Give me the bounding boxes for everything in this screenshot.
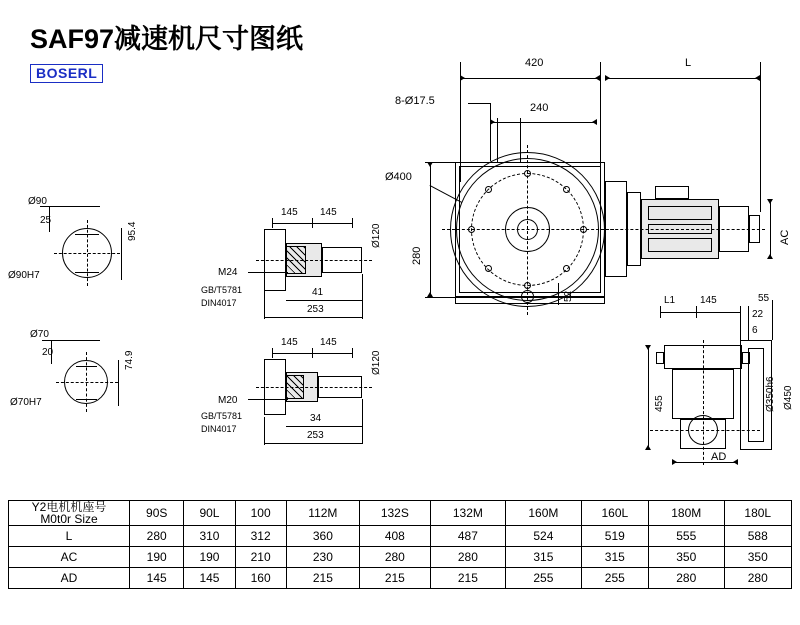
dim-22: 22 [752,309,764,320]
dim-d400: Ø400 [385,171,412,183]
cell-L-9: 588 [724,526,792,547]
m24-dim-line-b [312,223,352,224]
dim-280-line [430,162,431,297]
size-cell-2: 100 [235,501,286,526]
dim-455-arrow-bot [645,445,651,450]
dim-L-line [605,78,760,79]
dim-253a-ext-l [264,291,265,319]
dimension-table [8,500,792,589]
size-cell-7: 160L [581,501,648,526]
cell-L-7: 519 [581,526,648,547]
side-tick-5 [772,300,773,340]
label-m24: M24 [218,267,238,278]
label-gb-2: GB/T5781 [201,411,243,421]
size-cell-3: 112M [286,501,359,526]
dim-41-line [286,300,362,301]
dim-145-c: 145 [281,337,298,348]
label-din-2: DIN4017 [201,424,237,434]
dim-AC-line [770,199,771,259]
dim-145-d: 145 [320,337,337,348]
m20-tick-a [272,348,273,358]
dim-d450: Ø450 [783,385,794,410]
table-header-row [9,501,792,526]
cell-AD-4: 215 [360,568,431,589]
m20-center-line [256,387,372,388]
dim-253a-ext-r [362,274,363,319]
m24-tick-b [312,218,313,228]
dim-41: 41 [312,287,324,298]
dim-d350: Ø350h6 [765,376,776,412]
m20-tick-c [352,348,353,358]
dim-280-v: 280 [411,246,423,265]
dim-455-line [648,345,649,450]
cell-AC-7: 315 [581,547,648,568]
size-cell-9: 180L [724,501,792,526]
center-line-v-70 [86,352,87,412]
size-cell-1: 90L [184,501,235,526]
dim-d90: Ø90 [28,196,47,207]
dim-AC-arrow-bot [767,254,773,259]
dim-d120-b: Ø120 [371,350,382,375]
cell-AD-2: 160 [235,568,286,589]
dim-d70: Ø70 [30,329,49,340]
cell-AC-1: 190 [184,547,235,568]
dim-253-a: 253 [307,304,324,315]
label-gb-1: GB/T5781 [201,285,243,295]
motor-fin-3 [648,238,712,252]
ext-line-70-b [51,340,52,364]
bolt-hole-3 [580,226,587,233]
cell-AD-8: 280 [649,568,724,589]
side-tick-2 [696,306,697,318]
dim-d90h7: Ø90H7 [8,270,40,281]
dim-420: 420 [525,57,544,69]
m24-leader [248,272,288,273]
size-cell-8: 180M [649,501,724,526]
ext-line-90-c [121,228,122,280]
dim-L1-line [660,312,696,313]
m20-dim-line-b [312,353,352,354]
cell-AD-6: 255 [506,568,581,589]
m24-center-line [256,260,372,261]
dim-240-arrow-right [592,119,597,125]
dim-280-ext-bot [425,297,459,298]
dim-240-arrow-left [490,119,495,125]
dim-52: 52 [563,290,574,302]
dim-420-ext-r [600,62,601,172]
cell-AC-2: 210 [235,547,286,568]
label-m20: M20 [218,395,238,406]
dim-74-9: 74.9 [124,350,135,370]
cell-AD-0: 145 [130,568,184,589]
dim-L-ext-r [760,62,761,212]
row-label-AC: AC [9,547,130,568]
dim-145-a: 145 [281,207,298,218]
cell-L-6: 524 [506,526,581,547]
size-cell-5: 132M [430,501,505,526]
cell-AD-9: 280 [724,568,792,589]
dim-253a-line [264,317,362,318]
side-tick-1 [660,306,661,318]
dim-253b-ext-r [362,399,363,444]
holes-leader-v [490,103,491,161]
size-cell-6: 160M [506,501,581,526]
cell-AC-8: 350 [649,547,724,568]
dim-d120-a: Ø120 [371,223,382,248]
dim-145e-line [696,312,740,313]
label-din-1: DIN4017 [201,298,237,308]
brand-logo: BOSERL [30,64,103,83]
row-label-L: L [9,526,130,547]
dim-6: 6 [752,325,758,336]
size-cell-4: 132S [360,501,431,526]
bolt-hole-5 [524,282,531,289]
table-row [9,526,792,547]
cell-L-2: 312 [235,526,286,547]
center-line-v-90 [87,220,88,286]
cell-L-8: 555 [649,526,724,547]
size-cell-0: 90S [130,501,184,526]
bolt-hole-6 [485,265,492,272]
cell-AC-4: 280 [360,547,431,568]
dim-240: 240 [530,102,549,114]
table-row [9,568,792,589]
dim-AD-arrow-right [733,459,738,465]
m24-dim-line-a [272,223,312,224]
ext-line-70-c [118,360,119,406]
cell-AD-7: 255 [581,568,648,589]
cell-AC-0: 190 [130,547,184,568]
dim-AD: AD [711,451,727,463]
dim-d70h7: Ø70H7 [10,397,42,408]
side-tick-4 [748,306,749,340]
bolt-hole-8 [485,186,492,193]
m24-tick-c [352,218,353,228]
m20-tick-b [312,348,313,358]
dim-34: 34 [310,413,322,424]
dim-L1: L1 [664,295,676,306]
bolt-hole-7 [468,226,475,233]
cell-L-4: 408 [360,526,431,547]
dim-253-b: 253 [307,430,324,441]
dim-AD-arrow-left [672,459,677,465]
label-en: M0t0r Size [40,512,98,526]
cell-AC-9: 350 [724,547,792,568]
dim-95-4: 95.4 [127,221,138,241]
dim-34-line [286,426,362,427]
dim-55: 55 [758,293,770,304]
dim-52-line [558,283,559,305]
cell-L-1: 310 [184,526,235,547]
cell-L-3: 360 [286,526,359,547]
cell-AC-3: 230 [286,547,359,568]
bolt-hole-1 [524,170,531,177]
dim-8-holes: 8-Ø17.5 [395,95,435,107]
m20-dim-line-a [272,353,312,354]
dim-145-b: 145 [320,207,337,218]
ext-line-90-b [49,206,50,232]
side-center-v [703,340,704,465]
dim-240-ext-b [497,118,498,162]
dim-455: 455 [654,395,665,412]
dim-240-line [490,122,597,123]
dim-20: 20 [42,347,54,358]
dim-L: L [685,57,692,69]
dim-253b-ext-l [264,417,265,445]
dim-AC: AC [779,229,791,245]
cell-AC-6: 315 [506,547,581,568]
side-flange-inner [748,348,764,442]
cell-AD-1: 145 [184,568,235,589]
cell-AD-5: 215 [430,568,505,589]
table-row [9,547,792,568]
motor-fin-1 [648,206,712,220]
cell-AD-3: 215 [286,568,359,589]
bolt-hole-4 [563,265,570,272]
dim-L-arrow-left [605,75,610,81]
dim-25: 25 [40,215,52,226]
label-cn: Y2电机机座号 [31,500,107,514]
page-title: SAF97减速机尺寸图纸 [30,24,304,54]
terminal-box [655,186,689,199]
dim-AC-arrow-top [767,199,773,204]
cell-L-5: 487 [430,526,505,547]
side-lug-left [656,352,664,364]
bolt-hole-2 [563,186,570,193]
row-label-AD: AD [9,568,130,589]
dim-253b-line [264,443,362,444]
m20-leader [248,399,288,400]
dim-AD-line [672,462,738,463]
motor-center-line [600,229,765,230]
cell-L-0: 280 [130,526,184,547]
base-plate [455,297,605,304]
center-line-h-70 [56,382,118,383]
cell-AC-5: 280 [430,547,505,568]
dim-420-line [460,78,600,79]
table-row-label-size [9,501,130,526]
dim-280-ext-top [425,162,459,163]
holes-leader-h [468,103,490,104]
dim-145-e: 145 [700,295,717,306]
m24-tick-a [272,218,273,228]
dim-455-arrow-top [645,345,651,350]
